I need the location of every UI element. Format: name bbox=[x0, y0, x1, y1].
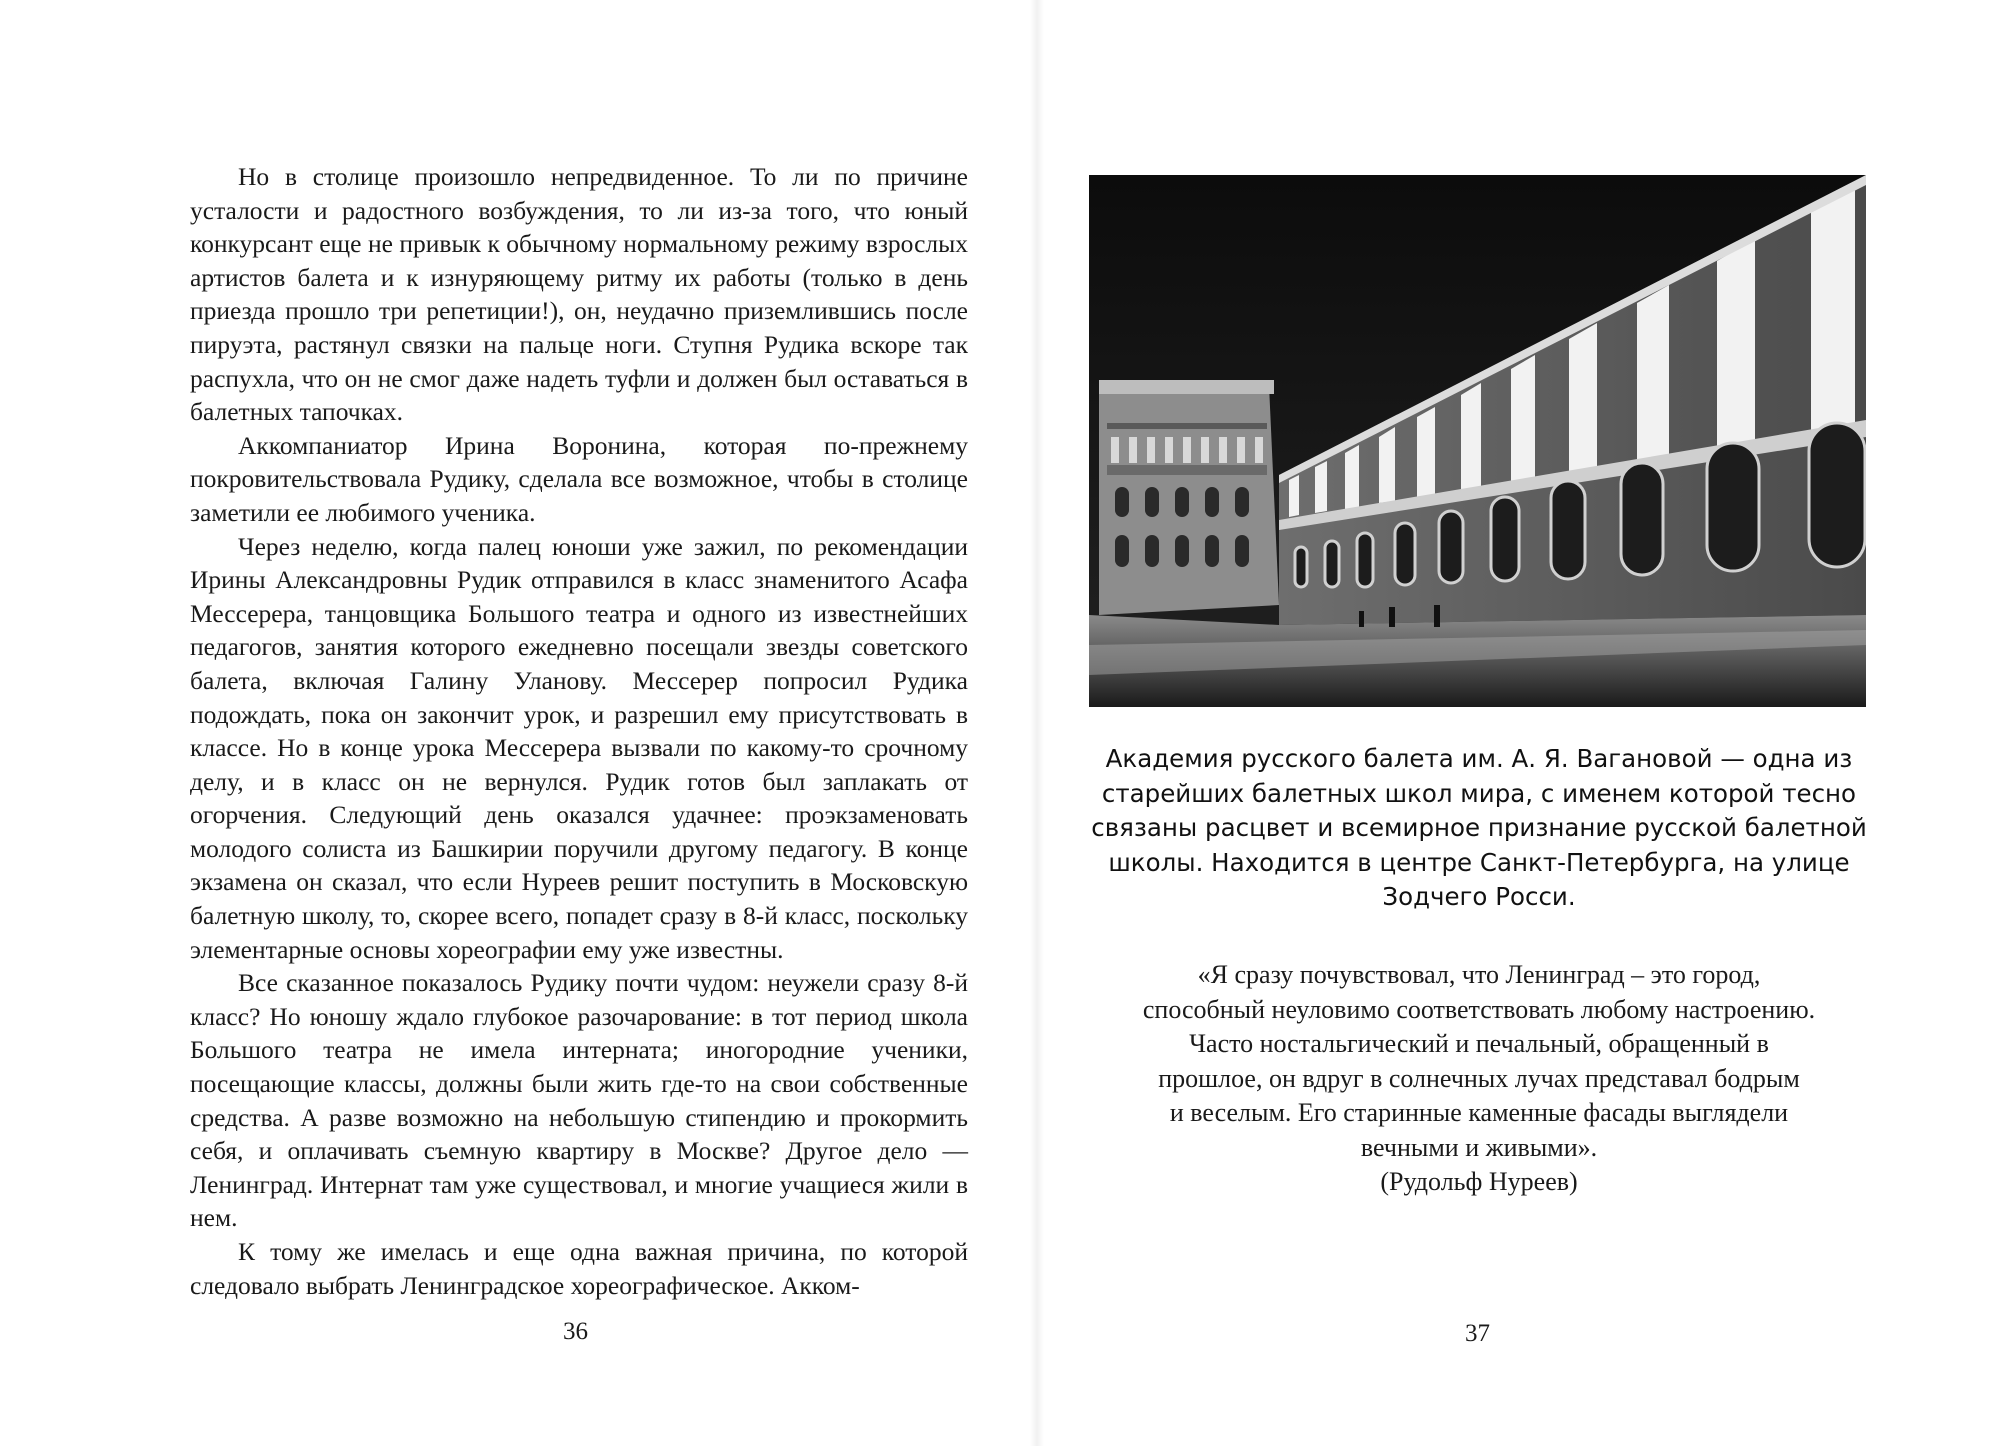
page-number-right: 37 bbox=[1465, 1320, 1490, 1347]
quote-line: вечными и живыми». bbox=[1360, 1132, 1598, 1162]
quote-line: и веселым. Его старинные каменные фасады выглядели bbox=[1169, 1098, 1789, 1127]
page-number-left: 36 bbox=[563, 1318, 588, 1345]
left-page-body-text bbox=[190, 160, 968, 1302]
paragraph: Через неделю, когда палец юноши уже зажил, по рекомендации Ирины Александровны Рудик отправился в класс знаменитого Асафа Мессерера, танцовщика Большого театра и одного из известнейших педагогов, занятия которого ежедневно посещали звезды советского балета, включая Галину Уланову. Мессерер попросил Рудика подождать, пока он закончит урок, и разрешил ему присутствовать в классе. Но в конце урока Мессерера вызвали по какому-то срочному делу, и в класс он не вернулся. Рудик готов был заплакать от огорчения. Следующий день оказался удачнее: проэкзаменовать молодого солиста из Башкирии поручили другому педагогу. В конце экзамена он сказал, что если Нуреев решит поступить в Московскую балетную школу, то, скорее всего, попадет сразу в 8-й класс, поскольку элементарные основы хореографии ему уже известны. bbox=[190, 531, 968, 964]
book-gutter bbox=[1030, 0, 1044, 1446]
paragraph: Но в столице произошло непредвиденное. То ли по причине усталости и радостного возбуждения, то ли из-за того, что юный конкурсант еще не привык к обычному нормальному режиму взрослых артистов балета и к изнуряющему ритму их работы (только в день приезда прошло три репетиции!), он, неудачно приземлившись после пируэта, растянул связки на пальце ноги. Ступня Рудика вскоре так распухла, что он не смог даже надеть туфли и должен был оставаться в балетных тапочках. bbox=[190, 162, 968, 427]
nureyev-quote bbox=[1084, 958, 1874, 1200]
quote-line: способный неуловимо соответствовать любому настроению. bbox=[1142, 994, 1816, 1024]
quote-line: прошлое, он вдруг в солнечных лучах представал бодрым bbox=[1158, 1063, 1800, 1093]
photo-caption: Академия русского балета им. А. Я. Вагановой — одна из старейших балетных школ мира, с именем которой тесно связаны расцвет и всемирное признание русской балетной школы. Находится в центре Санкт-Петербурга, на улице Зодчего Росси. bbox=[1091, 744, 1867, 911]
vaganova-academy-photo bbox=[1089, 175, 1866, 707]
quote-author: (Рудольф Нуреев) bbox=[1380, 1167, 1578, 1196]
paragraph: К тому же имелась и еще одна важная причина, по которой следовало выбрать Ленинградское хореографическое. Акком- bbox=[190, 1237, 968, 1300]
quote-line: «Я сразу почувствовал, что Ленинград – это город, bbox=[1197, 960, 1761, 989]
quote-line: Часто ностальгический и печальный, обращенный в bbox=[1189, 1029, 1769, 1058]
paragraph: Аккомпаниатор Ирина Воронина, которая по-прежнему покровительствовала Рудику, сделала все возможное, чтобы в столице заметили ее любимого ученика. bbox=[190, 430, 968, 527]
right-page bbox=[1044, 0, 2000, 1446]
paragraph: Все сказанное показалось Рудику почти чудом: неужели сразу 8-й класс? Но юношу ждало глубокое разочарование: в тот период школа Большого театра не имела интерната; иногородние ученики, посещающие классы, должны были жить где-то на свои собственные средства. А разве возможно на небольшую стипендию и прокормить себя, и оплачивать съемную квартиру в Москве? Другое дело — Ленинград. Интернат там уже существовал, и многие учащиеся жили в нем. bbox=[190, 968, 968, 1233]
